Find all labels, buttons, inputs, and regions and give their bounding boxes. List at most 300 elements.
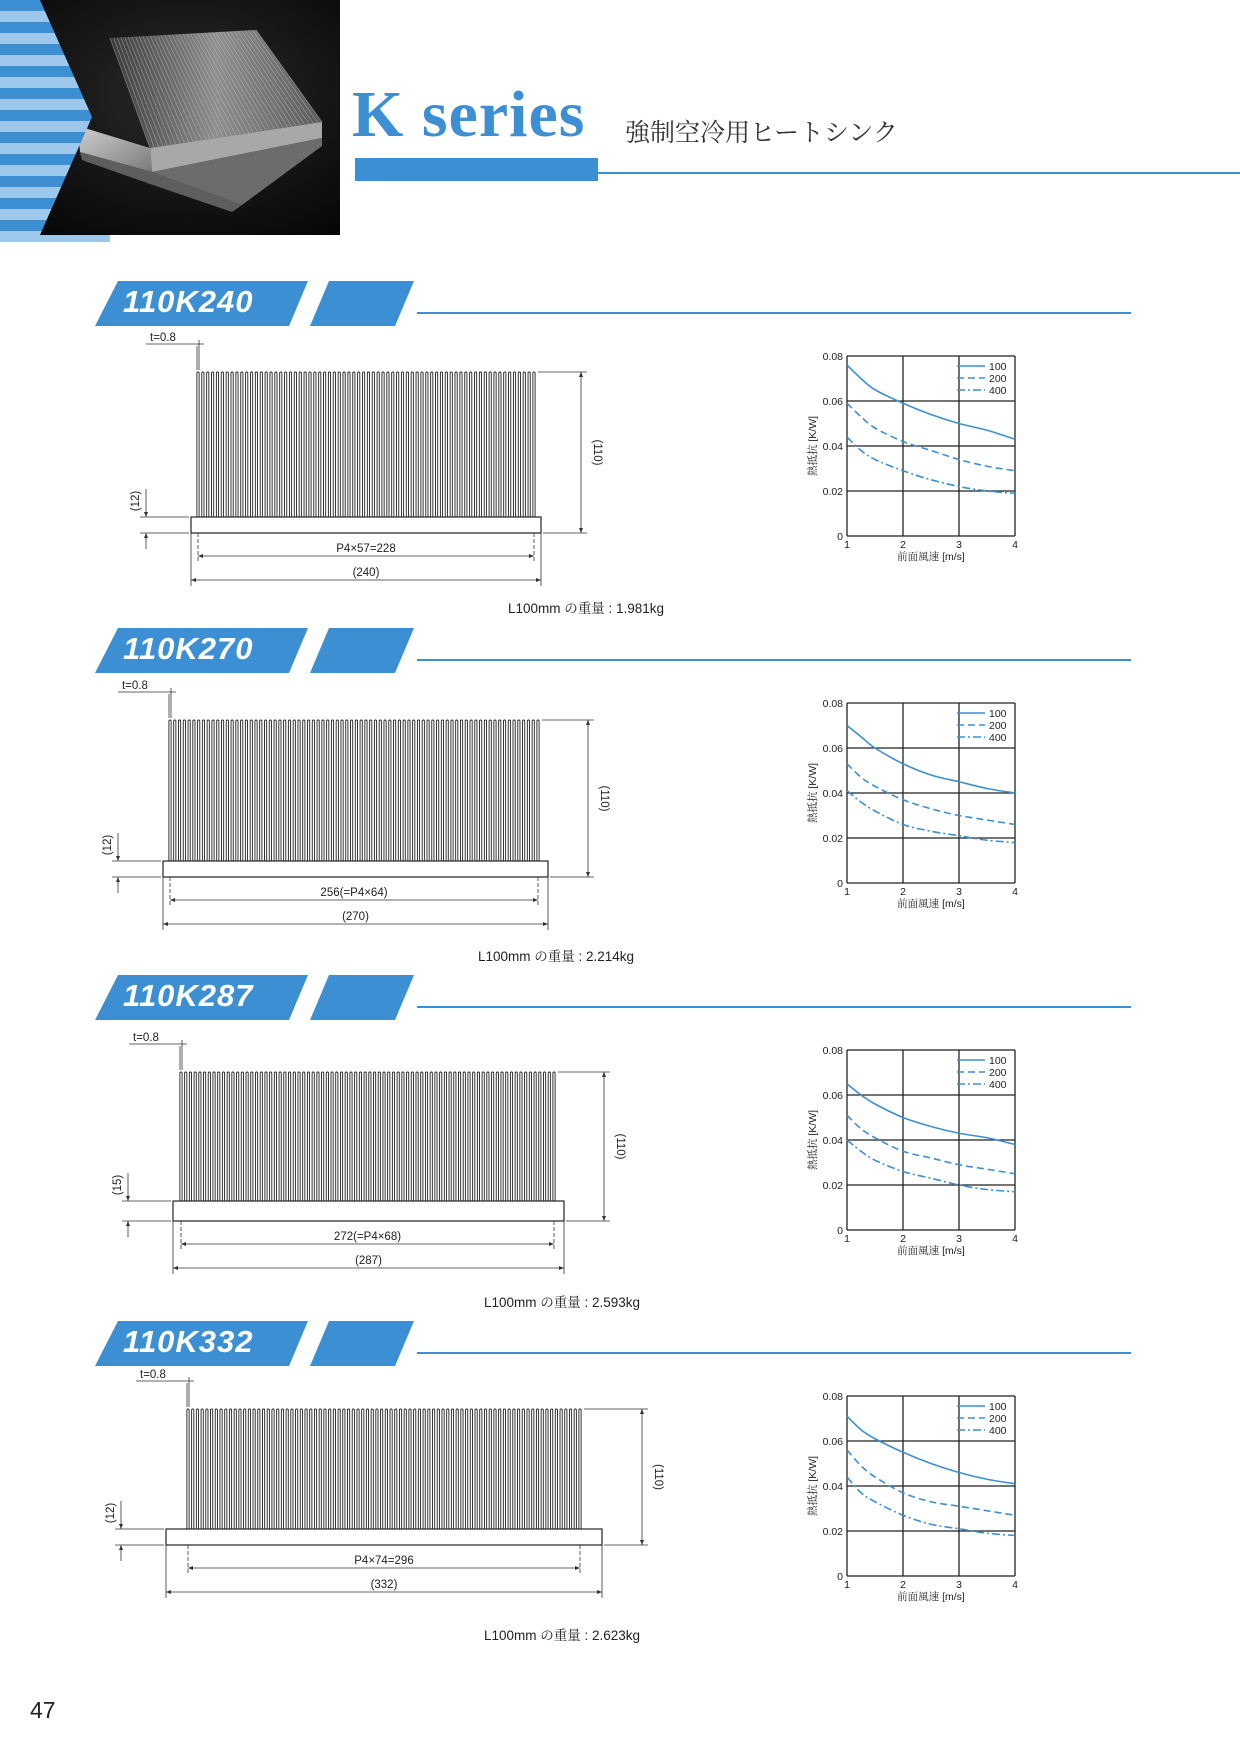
fin xyxy=(317,1072,319,1203)
fin xyxy=(241,372,243,519)
fin xyxy=(465,372,467,519)
fin xyxy=(527,1409,529,1531)
fin xyxy=(384,720,386,863)
fin xyxy=(489,1409,491,1531)
base-height-label: (15) xyxy=(112,1174,124,1196)
fin xyxy=(515,1072,517,1203)
fin xyxy=(436,372,438,519)
fin xyxy=(376,1409,378,1531)
fin xyxy=(244,1409,246,1531)
pitch-label: 272(=P4×68) xyxy=(333,1231,402,1243)
x-tick-label: 4 xyxy=(1012,1233,1018,1245)
fin xyxy=(204,1072,206,1203)
fin xyxy=(388,1072,390,1203)
fin xyxy=(522,1409,524,1531)
fin xyxy=(402,1072,404,1203)
fin xyxy=(494,1409,496,1531)
fin xyxy=(418,1409,420,1531)
fin xyxy=(389,720,391,863)
x-tick-label: 1 xyxy=(844,886,850,898)
fin xyxy=(548,1072,550,1203)
fin xyxy=(258,1409,260,1531)
fin xyxy=(270,372,272,519)
fin xyxy=(460,720,462,863)
model-name: 110K332 xyxy=(123,1324,254,1359)
fin xyxy=(234,1409,236,1531)
x-tick-label: 1 xyxy=(844,1579,850,1591)
fin xyxy=(431,372,433,519)
fin xyxy=(296,1409,298,1531)
x-axis-label: 前面風速 [m/s] xyxy=(897,1245,965,1257)
fin xyxy=(246,372,248,519)
fin xyxy=(350,1072,352,1203)
fin xyxy=(229,1409,231,1531)
fin xyxy=(255,372,257,519)
height-label: (110) xyxy=(598,785,610,812)
fin xyxy=(518,1409,520,1531)
x-tick-label: 3 xyxy=(956,1233,962,1245)
fin xyxy=(555,1409,557,1531)
fin xyxy=(193,720,195,863)
fin xyxy=(449,1072,451,1203)
cross-section-drawing xyxy=(0,1017,700,1267)
fin xyxy=(294,372,296,519)
cross-section-drawing xyxy=(0,323,700,579)
y-axis-label: 熱抵抗 [K/W] xyxy=(807,762,819,824)
fin xyxy=(411,372,413,519)
fin xyxy=(201,1409,203,1531)
fin xyxy=(534,1072,536,1203)
fin xyxy=(499,372,501,519)
x-tick-label: 2 xyxy=(900,539,906,551)
fin xyxy=(520,1072,522,1203)
fin xyxy=(484,1409,486,1531)
fin xyxy=(237,1072,239,1203)
fin xyxy=(331,1072,333,1203)
fin xyxy=(353,372,355,519)
fin xyxy=(336,720,338,863)
fin xyxy=(212,372,214,519)
cross-section-drawing xyxy=(0,1363,700,1613)
base-height-label: (12) xyxy=(130,490,142,512)
weight-note: L100mm の重量 : 2.623kg xyxy=(484,1628,641,1643)
fin xyxy=(574,1409,576,1531)
x-tick-label: 4 xyxy=(1012,539,1018,551)
fin xyxy=(489,372,491,519)
width-label: (332) xyxy=(370,1579,398,1591)
fin xyxy=(270,1072,272,1203)
fin xyxy=(513,720,515,863)
fin xyxy=(267,1409,269,1531)
fin xyxy=(426,372,428,519)
fin xyxy=(440,372,442,519)
fin xyxy=(528,372,530,519)
y-tick-label: 0.04 xyxy=(822,441,843,453)
fin xyxy=(226,372,228,519)
fin xyxy=(499,720,501,863)
fin xyxy=(277,1409,279,1531)
fin xyxy=(291,1409,293,1531)
series-subtitle: 強制空冷用ヒートシンク xyxy=(625,119,898,147)
y-tick-label: 0.08 xyxy=(822,1391,843,1403)
series-line-400 xyxy=(847,1140,1015,1192)
fin xyxy=(355,1072,357,1203)
fin xyxy=(395,1409,397,1531)
fin xyxy=(468,1072,470,1203)
fin xyxy=(445,372,447,519)
x-tick-label: 2 xyxy=(900,886,906,898)
y-tick-label: 0.02 xyxy=(822,486,843,498)
fin xyxy=(463,1072,465,1203)
fin xyxy=(221,720,223,863)
fin xyxy=(324,372,326,519)
fin xyxy=(475,1409,477,1531)
y-tick-label: 0.02 xyxy=(822,833,843,845)
fin xyxy=(338,372,340,519)
fin xyxy=(466,1409,468,1531)
fin xyxy=(322,1072,324,1203)
fin xyxy=(553,1072,555,1203)
fin xyxy=(470,720,472,863)
fin xyxy=(211,1409,213,1531)
fin xyxy=(487,1072,489,1203)
header-accent-bar xyxy=(355,158,598,181)
fin xyxy=(199,1072,201,1203)
width-label: (270) xyxy=(342,911,369,923)
fin xyxy=(484,720,486,863)
fin xyxy=(333,372,335,519)
legend-label: 100 xyxy=(989,1401,1007,1413)
fin xyxy=(279,1072,281,1203)
fin xyxy=(236,372,238,519)
fin xyxy=(189,1072,191,1203)
fin xyxy=(328,372,330,519)
x-tick-label: 3 xyxy=(956,1579,962,1591)
fin xyxy=(216,372,218,519)
fin xyxy=(417,720,419,863)
fin xyxy=(305,1409,307,1531)
fin xyxy=(499,1409,501,1531)
fin xyxy=(303,1072,305,1203)
fin xyxy=(331,720,333,863)
legend-label: 200 xyxy=(989,373,1007,385)
fin xyxy=(208,1072,210,1203)
fin xyxy=(351,720,353,863)
fin-group xyxy=(169,720,539,863)
fin xyxy=(518,720,520,863)
fin xyxy=(362,1409,364,1531)
fin xyxy=(281,1409,283,1531)
fin xyxy=(212,720,214,863)
fin xyxy=(367,372,369,519)
fin xyxy=(532,720,534,863)
fin xyxy=(255,1072,257,1203)
y-axis-label: 熱抵抗 [K/W] xyxy=(807,415,819,477)
fin xyxy=(280,372,282,519)
fin xyxy=(546,1409,548,1531)
fin xyxy=(245,720,247,863)
y-tick-label: 0.06 xyxy=(822,743,843,755)
fin xyxy=(250,720,252,863)
base-plate xyxy=(173,1201,564,1221)
fin xyxy=(473,1072,475,1203)
y-tick-label: 0 xyxy=(837,1571,843,1583)
weight-note: L100mm の重量 : 1.981kg xyxy=(508,601,665,616)
fin xyxy=(314,1409,316,1531)
fin xyxy=(529,1072,531,1203)
series-line-200 xyxy=(847,764,1015,825)
y-tick-label: 0.04 xyxy=(822,1135,843,1147)
fin xyxy=(366,1409,368,1531)
width-label: (240) xyxy=(352,567,380,579)
x-tick-label: 1 xyxy=(844,539,850,551)
fin xyxy=(178,720,180,863)
model-name: 110K287 xyxy=(123,978,254,1013)
y-tick-label: 0.08 xyxy=(822,698,843,710)
fin xyxy=(407,1072,409,1203)
x-axis-label: 前面風速 [m/s] xyxy=(897,1591,965,1603)
fin xyxy=(474,372,476,519)
fin xyxy=(470,372,472,519)
pitch-label: 256(=P4×64) xyxy=(320,887,388,899)
fin xyxy=(269,720,271,863)
fin xyxy=(371,1409,373,1531)
section-rule xyxy=(417,1352,1131,1354)
fin xyxy=(345,1072,347,1203)
fin xyxy=(298,720,300,863)
fin xyxy=(309,372,311,519)
thermal-resistance-chart xyxy=(807,1039,1030,1257)
fin xyxy=(260,720,262,863)
x-tick-label: 3 xyxy=(956,539,962,551)
fin xyxy=(307,720,309,863)
fin xyxy=(477,1072,479,1203)
fin xyxy=(428,1409,430,1531)
fin xyxy=(525,1072,527,1203)
fin xyxy=(288,1072,290,1203)
fin xyxy=(312,720,314,863)
x-tick-label: 2 xyxy=(900,1579,906,1591)
series-line-200 xyxy=(847,1115,1015,1174)
fin xyxy=(196,1409,198,1531)
fin xyxy=(411,1072,413,1203)
legend-label: 200 xyxy=(989,720,1007,732)
y-tick-label: 0 xyxy=(837,531,843,543)
x-axis-label: 前面風速 [m/s] xyxy=(897,551,965,563)
height-label: (110) xyxy=(614,1133,626,1160)
fin xyxy=(492,1072,494,1203)
y-tick-label: 0.06 xyxy=(822,1436,843,1448)
fin xyxy=(365,720,367,863)
fin xyxy=(510,1072,512,1203)
fin xyxy=(218,1072,220,1203)
fin xyxy=(248,1409,250,1531)
series-line-200 xyxy=(847,1450,1015,1515)
fin xyxy=(374,720,376,863)
fin xyxy=(343,372,345,519)
fin xyxy=(454,1072,456,1203)
fin xyxy=(501,1072,503,1203)
y-tick-label: 0.08 xyxy=(822,351,843,363)
fin xyxy=(456,720,458,863)
fin xyxy=(303,720,305,863)
y-tick-label: 0 xyxy=(837,1225,843,1237)
fin xyxy=(385,1409,387,1531)
fin xyxy=(482,1072,484,1203)
height-label: (110) xyxy=(591,439,603,466)
fin xyxy=(336,1072,338,1203)
fin xyxy=(480,1409,482,1531)
y-tick-label: 0.02 xyxy=(822,1180,843,1192)
fin xyxy=(319,1409,321,1531)
fin-group xyxy=(197,372,535,519)
fin xyxy=(413,720,415,863)
fin xyxy=(221,372,223,519)
fin xyxy=(299,372,301,519)
fin xyxy=(289,372,291,519)
fin xyxy=(304,372,306,519)
fin xyxy=(437,720,439,863)
fin xyxy=(272,1409,274,1531)
fin xyxy=(174,720,176,863)
width-label: (287) xyxy=(355,1255,382,1267)
fin xyxy=(383,1072,385,1203)
fin xyxy=(450,372,452,519)
fin xyxy=(560,1409,562,1531)
fin xyxy=(215,1409,217,1531)
product-section-110k332 xyxy=(0,1318,1240,1663)
fin xyxy=(341,720,343,863)
header-rule xyxy=(598,172,1240,174)
pitch-label: P4×74=296 xyxy=(354,1555,414,1567)
fin xyxy=(274,720,276,863)
fin xyxy=(403,720,405,863)
fin-group xyxy=(180,1072,555,1203)
fin xyxy=(260,1072,262,1203)
fin xyxy=(441,720,443,863)
fin xyxy=(539,1072,541,1203)
fin xyxy=(265,1072,267,1203)
y-axis-label: 熱抵抗 [K/W] xyxy=(807,1455,819,1517)
fin xyxy=(378,1072,380,1203)
fin xyxy=(494,372,496,519)
fin xyxy=(333,1409,335,1531)
fin xyxy=(300,1409,302,1531)
fin xyxy=(470,1409,472,1531)
fin xyxy=(579,1409,581,1531)
fin xyxy=(222,1072,224,1203)
y-axis-label: 熱抵抗 [K/W] xyxy=(807,1109,819,1171)
fin xyxy=(251,1072,253,1203)
fin xyxy=(508,1409,510,1531)
fin xyxy=(513,1409,515,1531)
fin xyxy=(285,372,287,519)
fin xyxy=(496,1072,498,1203)
model-name: 110K270 xyxy=(123,631,254,666)
y-tick-label: 0.02 xyxy=(822,1526,843,1538)
product-section-110k270 xyxy=(0,625,1240,970)
fin xyxy=(533,372,535,519)
fin xyxy=(537,720,539,863)
fin xyxy=(293,720,295,863)
fin xyxy=(387,372,389,519)
fin xyxy=(187,1409,189,1531)
fin xyxy=(314,372,316,519)
fin xyxy=(185,1072,187,1203)
fin xyxy=(565,1409,567,1531)
fin xyxy=(509,372,511,519)
y-tick-label: 0.04 xyxy=(822,1481,843,1493)
fin xyxy=(536,1409,538,1531)
fin xyxy=(377,372,379,519)
fin xyxy=(404,1409,406,1531)
fin xyxy=(399,1409,401,1531)
fin xyxy=(286,1409,288,1531)
legend-label: 100 xyxy=(989,361,1007,373)
product-section-110k287 xyxy=(0,972,1240,1317)
fin xyxy=(409,1409,411,1531)
fin xyxy=(317,720,319,863)
legend-label: 100 xyxy=(989,1055,1007,1067)
fin xyxy=(246,1072,248,1203)
fin xyxy=(432,720,434,863)
model-name: 110K240 xyxy=(123,284,254,319)
y-tick-label: 0 xyxy=(837,878,843,890)
fin xyxy=(358,372,360,519)
heatsink-photo-icon xyxy=(0,0,340,235)
fin xyxy=(284,1072,286,1203)
fin xyxy=(364,1072,366,1203)
legend-label: 200 xyxy=(989,1067,1007,1079)
fin xyxy=(265,372,267,519)
fin xyxy=(465,720,467,863)
fin xyxy=(523,720,525,863)
fin xyxy=(352,1409,354,1531)
fin xyxy=(392,1072,394,1203)
fin xyxy=(197,372,199,519)
fin xyxy=(379,720,381,863)
y-tick-label: 0.04 xyxy=(822,788,843,800)
fin xyxy=(480,720,482,863)
fin xyxy=(192,1409,194,1531)
fin xyxy=(569,1409,571,1531)
x-tick-label: 4 xyxy=(1012,1579,1018,1591)
fin xyxy=(253,1409,255,1531)
fin xyxy=(440,1072,442,1203)
fin xyxy=(194,1072,196,1203)
fin xyxy=(307,1072,309,1203)
fin xyxy=(456,1409,458,1531)
fin xyxy=(262,1409,264,1531)
fin xyxy=(369,1072,371,1203)
fin xyxy=(430,1072,432,1203)
fin xyxy=(260,372,262,519)
fin xyxy=(432,1409,434,1531)
fin xyxy=(213,1072,215,1203)
cross-section-drawing xyxy=(0,670,700,923)
fin xyxy=(310,1409,312,1531)
fin xyxy=(444,1072,446,1203)
fin xyxy=(346,720,348,863)
fin xyxy=(312,1072,314,1203)
fin xyxy=(408,720,410,863)
series-title: K series xyxy=(352,78,586,151)
fin xyxy=(382,372,384,519)
section-rule xyxy=(417,1006,1131,1008)
fin-thickness-label: t=0.8 xyxy=(133,1032,159,1044)
fin xyxy=(298,1072,300,1203)
fin xyxy=(322,720,324,863)
